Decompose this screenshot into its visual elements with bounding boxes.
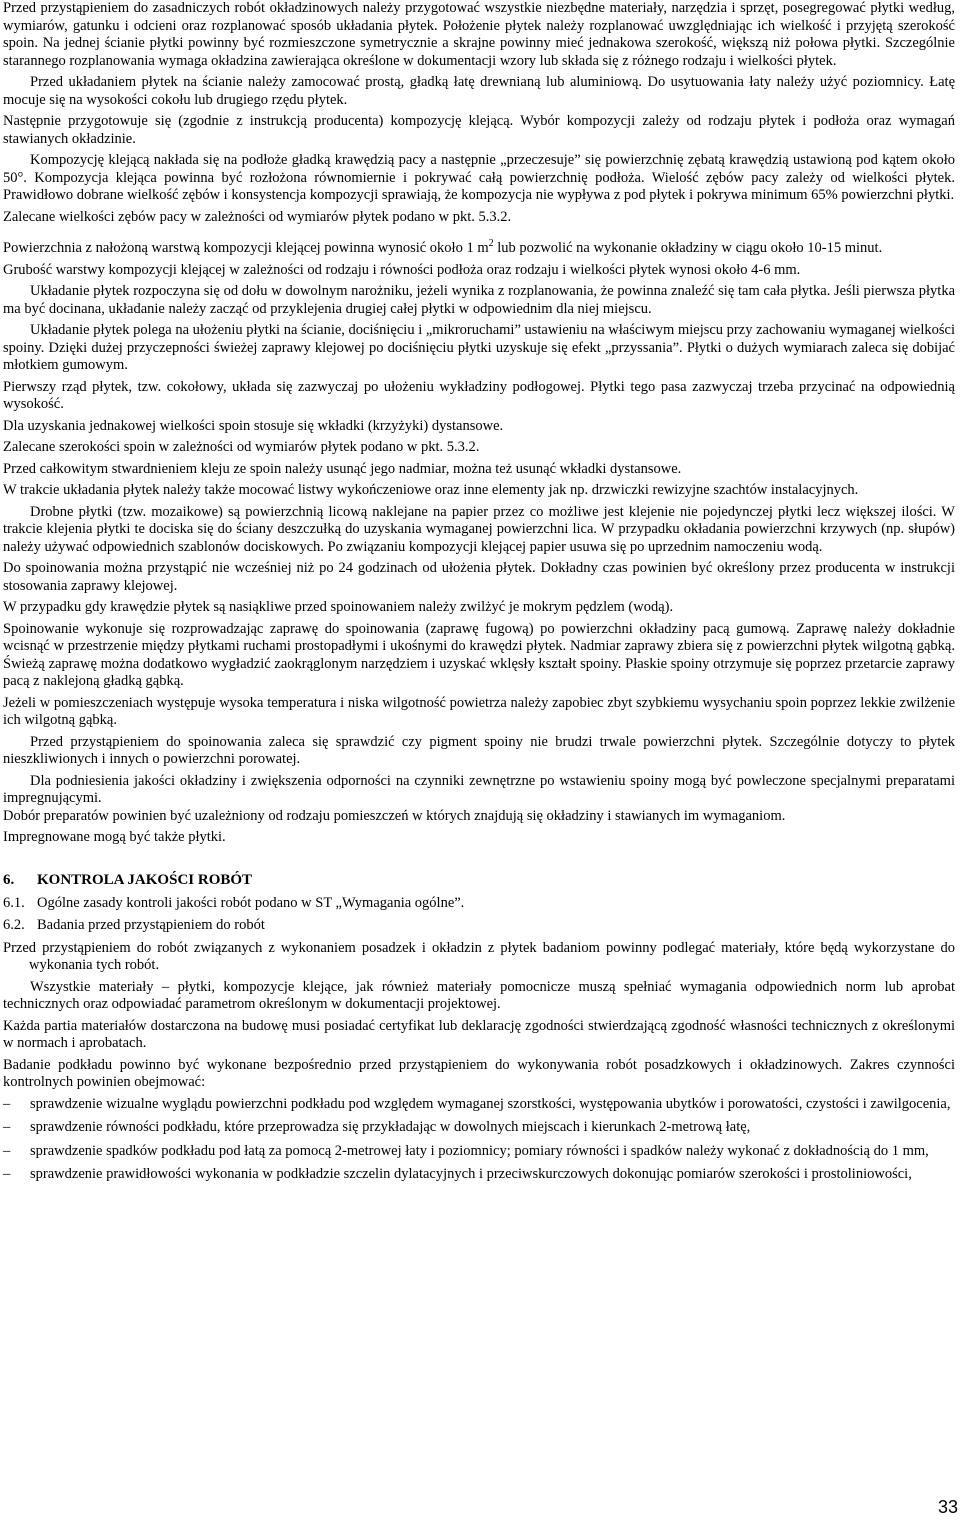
list-item-text: sprawdzenie spadków podkładu pod łatą za pomocą 2-metrowej łaty i poziomnicy; pomiary równości i spadków należy wykonać z dokładnością do 1 mm, <box>30 1142 929 1159</box>
paragraph-first-row: Pierwszy rząd płytek, tzw. cokołowy, układa się zazwyczaj po ułożeniu wykładziny podłogowej. Płytki tego pasa zazwyczaj trzeba przycinać na odpowiednią wysokość. <box>3 378 955 412</box>
surface-superscript: 2 <box>488 238 494 250</box>
list-item <box>3 1166 955 1184</box>
paragraph-trowel-teeth: Zalecane wielkości zębów pacy w zależności od wymiarów płytek podano w pkt. 5.3.2. <box>3 208 512 225</box>
paragraph-impregnation: Dla podniesienia jakości okładziny i zwiększenia odporności na czynniki zewnętrzne po wstawieniu spoiny mogą być powleczone specjalnymi preparatami impregnującymi. <box>3 772 955 806</box>
paragraph-preparation: Przed przystąpieniem do zasadniczych robót okładzinowych należy przygotować wszystkie niezbędne materiały, narzędzia i sprzęt, posegregować płytki według, wymiarów, gatunku i odcieni oraz rozplanować sposób układania płytek. Położenie płytek należy rozplanować uwzględniając ich wielkość i przyjętą szerokość spoin. Na jednej ścianie płytki powinny być rozmieszczone symetrycznie a skrajne powinny mieć jednakowa szerokość, większą niż połowa płytki. Szczególnie starannego rozplanowania wymaga okładzina zawierająca określone w dokumentacji wzory lub składa się z różnego rodzaju i wielkości płytek. <box>3 0 955 69</box>
paragraph-laying-method: Układanie płytek polega na ułożeniu płytki na ścianie, dociśnięciu i „mikroruchami” ustawieniu na właściwym miejscu przy zachowaniu wymaganej wielkości spoiny. Dzięki dużej przyczepności świeżej zaprawy klejowej po dociśnięciu płytki uzyskuje się efekt „przyssania”. Płytki o dużych wymiarach zaleca się dobijać młotkiem gumowym. <box>3 322 955 373</box>
surface-text-before: Powierzchnia z nałożoną warstwą kompozycji klejącej powinna wynosić około 1 m <box>3 240 489 256</box>
list-item <box>3 1119 955 1137</box>
list-item-text: sprawdzenie równości podkładu, które przeprowadza się przykładając w dowolnych miejscach i kierunkach 2-metrową łatę, <box>30 1119 751 1135</box>
paragraph-batten: Przed układaniem płytek na ścianie należy zamocować prostą, gładką łatę drewnianą lub aluminiową. Do usytuowania łaty należy użyć poziomnicy. Łatę mocuje się na wysokości cokołu lub drugiego rzędu płytek. <box>3 74 955 108</box>
paragraph-absorbent-edges: W przypadku gdy krawędzie płytek są nasiąkliwe przed spoinowaniem należy zwilżyć je mokrym pędzlem (wodą). <box>3 599 674 615</box>
document-page <box>3 0 955 1190</box>
subsection-6-2 <box>3 917 955 935</box>
page-number: 33 <box>937 1497 958 1517</box>
subsection-number: 6.1. <box>3 894 25 911</box>
paragraph-trim-strips: W trakcie układania płytek należy także mocować listwy wykończeniowe oraz inne elementy jak np. drzwiczki rewizyjne szachtów instalacyjnych. <box>3 482 859 498</box>
paragraph-certificates: Każda partia materiałów dostarczona na budowę musi posiadać certyfikat lub deklarację zgodności stwierdzającą zgodność własności technicznych z określonymi w normach i aprobatach. <box>3 1017 955 1051</box>
paragraph-surface-area <box>3 240 955 258</box>
paragraph-spacers: Dla uzyskania jednakowej wielkości spoin stosuje się wkładki (krzyżyki) dystansowe. <box>3 417 504 434</box>
subsection-number: 6.2. <box>3 917 25 933</box>
section-number: 6. <box>3 871 15 888</box>
dash-bullet: – <box>3 1142 11 1159</box>
dash-bullet: – <box>3 1095 11 1112</box>
subsection-text: Badania przed przystąpieniem do robót <box>37 917 265 933</box>
paragraph-pigment-check: Przed przystąpieniem do spoinowania zaleca się sprawdzić czy pigment spoiny nie brudzi trwale powierzchni płytek. Szczególnie dotyczy to płytek nieszkliwionych i innych o powierzchni porowatej. <box>3 733 955 767</box>
dash-bullet: – <box>3 1119 11 1135</box>
subsection-text: Ogólne zasady kontroli jakości robót podano w ST „Wymagania ogólne”. <box>37 894 465 911</box>
paragraph-humidity: Jeżeli w pomieszczeniach występuje wysoka temperatura i niska wilgotność powietrza należy zapobiec zbyt szybkiemu wysychaniu spoin poprzez lekkie zwilżenie ich wilgotną gąbką. <box>3 694 955 728</box>
paragraph-impregnated-tiles: Impregnowane mogą być także płytki. <box>3 829 226 845</box>
subsection-6-1 <box>3 895 955 913</box>
paragraph-substrate-testing: Badanie podkładu powinno być wykonane bezpośrednio przed przystąpieniem do wykonywania robót posadzkowych i okładzinowych. Zakres czynności kontrolnych powinien obejmować: <box>3 1056 955 1090</box>
section-title: KONTROLA JAKOŚCI ROBÓT <box>37 871 253 888</box>
paragraph-mosaic: Drobne płytki (tzw. mozaikowe) są powierzchnią licową naklejane na papier przez co możliwe jest klejenie nie pojedynczej płytki lecz większej ilości. W trakcie klejenia płytki te dociska się do ściany deszczułką do uzyskania wymaganej powierzchni lica. W przypadku okładania powierzchni krzywych (np. słupów) należy używać odpowiednich szablonów dociskowych. Po związaniu kompozycji klejącej papier usuwa się po uprzednim namoczeniu wodą. <box>3 503 955 555</box>
paragraph-grouting: Spoinowanie wykonuje się rozprowadzając zaprawę do spoinowania (zaprawę fugową) po powierzchni okładziny pacą gumową. Zaprawę należy dokładnie wcisnąć w przestrzenie między płytkami ruchami prostopadłymi i ukośnymi do krawędzi płytek. Nadmiar zaprawy zbiera się z powierzchni płytek wilgotną gąbką. Świeżą zaprawę można dodatkowo wygładzić zaokrąglonym narzędziem i uzyskać wklęsły kształt spoiny. Płaskie spoiny otrzymuje się poprzez przetarcie zaprawy pacą z naklejoną gładką gąbką. <box>3 620 955 689</box>
list-item-text: sprawdzenie wizualne wyglądu powierzchni podkładu pod względem wymaganej szorstkości, występowania ubytków i porowatości, czystości i zawilgocenia, <box>30 1095 951 1112</box>
paragraph-materials-requirements: Wszystkie materiały – płytki, kompozycje klejące, jak również materiały pomocnicze muszą spełniać wymagania odpowiednich norm lub aprobat technicznych oraz odpowiadać parametrom określonym w dokumentacji projektowej. <box>3 978 955 1012</box>
control-checklist <box>3 1096 955 1184</box>
paragraph-grouting-time: Do spoinowania można przystąpić nie wcześniej niż po 24 godzinach od ułożenia płytek. Dokładny czas powinien być określony przez producenta w instrukcji stosowania zaprawy klejowej. <box>3 560 955 594</box>
paragraph-adhesive-application: Kompozycję klejącą nakłada się na podłoże gładką krawędzią pacy a następnie „przeczesuje” się powierzchnię zębatą krawędzią ustawioną pod kątem około 50°. Kompozycja klejąca powinna być rozłożona równomiernie i pokrywać całą powierzchnię podłoża. Wielość zębów pacy zależy od wielkości płytek. Prawidłowo dobrane wielkość zębów i konsystencja kompozycji sprawiają, że kompozycja nie wypływa z pod płytek i pokrywa minimum 65% powierzchni płytki. <box>3 152 955 203</box>
dash-bullet: – <box>3 1166 11 1182</box>
paragraph-adhesive-prep: Następnie przygotowuje się (zgodnie z instrukcją producenta) kompozycję klejącą. Wybór kompozycji zależy od rodzaju płytek i podłoża oraz wymagań stawianych okładzinie. <box>3 113 955 147</box>
paragraph-preparation-choice: Dobór preparatów powinien być uzależniony od rodzaju pomieszczeń w których znajdują się okładziny i stawianych im wymaganiom. <box>3 807 786 824</box>
paragraph-joint-widths: Zalecane szerokości spoin w zależności od wymiarów płytek podano w pkt. 5.3.2. <box>3 439 480 455</box>
paragraph-excess-glue: Przed całkowitym stwardnieniem kleju ze spoin należy usunąć jego nadmiar, można też usunąć wkładki dystansowe. <box>3 460 682 477</box>
section-heading <box>3 871 955 889</box>
paragraph-layer-thickness: Grubość warstwy kompozycji klejącej w zależności od rodzaju i równości podłoża oraz rodzaju i wielkości płytek wynosi około 4-6 mm. <box>3 261 801 278</box>
list-item <box>3 1096 955 1114</box>
paragraph-materials-testing: Przed przystąpieniem do robót związanych z wykonaniem posadzek i okładzin z płytek badaniom powinny podlegać materiały, które będą wykorzystane do wykonania tych robót. <box>3 939 955 973</box>
list-item-text: sprawdzenie prawidłowości wykonania w podkładzie szczelin dylatacyjnych i przeciwskurczowych dokonując pomiarów szerokości i prostoliniowości, <box>30 1166 912 1182</box>
paragraph-start-laying: Układanie płytek rozpoczyna się od dołu w dowolnym narożniku, jeżeli wynika z rozplanowania, że powinna znaleźć się tam cała płytka. Jeśli pierwsza płytka ma być docinana, układanie należy zacząć od przyklejenia drugiej całej płytki w odpowiednim dla niej miejscu. <box>3 283 955 317</box>
surface-text-after: lub pozwolić na wykonanie okładziny w ciągu około 10-15 minut. <box>493 240 883 256</box>
list-item <box>3 1143 955 1161</box>
